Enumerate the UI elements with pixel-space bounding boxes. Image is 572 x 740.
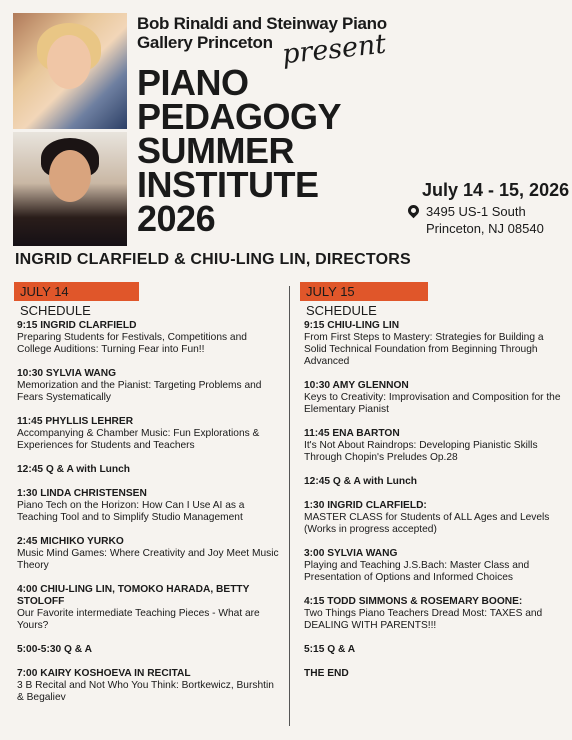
schedule-item-heading: 4:00 CHIU-LING LIN, TOMOKO HARADA, BETTY STOLOFF: [17, 584, 250, 607]
schedule-item-heading: 1:30 INGRID CLARFIELD:: [304, 500, 427, 511]
presenter-line-2: Gallery Princeton: [137, 33, 273, 52]
day1-schedule: [17, 320, 282, 716]
day2-schedule: [304, 320, 562, 692]
schedule-item-description: Keys to Creativity: Improvisation and Composition for the Elementary Pianist: [304, 392, 561, 415]
schedule-item: [17, 320, 282, 356]
schedule-item-heading: 5:00-5:30 Q & A: [17, 644, 92, 655]
photo-chiu-ling-lin: [13, 132, 127, 246]
title-line: PEDAGOGY: [137, 96, 342, 137]
presenter-line-1: Bob Rinaldi and Steinway Piano: [137, 14, 387, 33]
directors-line: INGRID CLARFIELD & CHIU-LING LIN, DIRECTORS: [15, 251, 411, 268]
schedule-item-heading: 9:15 CHIU-LING LIN: [304, 320, 400, 331]
schedule-item: [17, 488, 282, 524]
day2-schedule-label: JULY 15 SCHEDULE: [300, 282, 428, 301]
schedule-item-description: Playing and Teaching J.S.Bach: Master Class and Presentation of Options and Informed Choices: [304, 560, 530, 583]
schedule-item-heading: 10:30 SYLVIA WANG: [17, 368, 117, 379]
schedule-item: [304, 380, 562, 416]
schedule-item-description: Piano Tech on the Horizon: How Can I Use AI as a Teaching Tool and to Simplify Studio Management: [17, 500, 245, 523]
schedule-item: [304, 644, 562, 656]
schedule-item-heading: 9:15 INGRID CLARFIELD: [17, 320, 137, 331]
schedule-item-description: Memorization and the Pianist: Targeting Problems and Fears Systematically: [17, 380, 262, 403]
schedule-item: [304, 548, 562, 584]
schedule-item-description: Accompanying & Chamber Music: Fun Explorations & Experiences for Students and Teachers: [17, 428, 260, 451]
schedule-item-description: MASTER CLASS for Students of ALL Ages and Levels (Works in progress accepted): [304, 512, 550, 535]
photo-ingrid-clarfield: [13, 13, 127, 129]
schedule-item-description: Two Things Piano Teachers Dread Most: TAXES and DEALING WITH PARENTS!!!: [304, 608, 543, 631]
schedule-item-heading: 12:45 Q & A with Lunch: [17, 464, 131, 475]
schedule-item: [304, 320, 562, 368]
location-pin-icon: [406, 203, 422, 219]
schedule-item-heading: 1:30 LINDA CHRISTENSEN: [17, 488, 147, 499]
event-address: [426, 203, 544, 237]
schedule-item-heading: 10:30 AMY GLENNON: [304, 380, 409, 391]
schedule-item-heading: THE END: [304, 668, 349, 679]
schedule-item-description: From First Steps to Mastery: Strategies for Building a Solid Technical Foundation from Beginning Through Advanced: [304, 332, 544, 367]
schedule-item-heading: 7:00 KAIRY KOSHOEVA IN RECITAL: [17, 668, 191, 679]
address-line-1: 3495 US-1 South: [426, 204, 526, 219]
schedule-item: [17, 368, 282, 404]
schedule-item-heading: 5:15 Q & A: [304, 644, 356, 655]
event-dates: July 14 - 15, 2026: [422, 180, 570, 200]
title-line: PIANO: [137, 62, 249, 103]
address-line-2: Princeton, NJ 08540: [426, 221, 544, 236]
schedule-item-description: It's Not About Raindrops: Developing Pianistic Skills Through Chopin's Preludes Op.28: [304, 440, 538, 463]
schedule-item-description: Preparing Students for Festivals, Competitions and College Auditions: Turning Fear into Fun!!: [17, 332, 247, 355]
page-title: [137, 62, 342, 239]
schedule-item: [17, 644, 282, 656]
schedule-item-heading: 11:45 ENA BARTON: [304, 428, 400, 439]
column-divider: [289, 286, 290, 726]
schedule-item: [17, 668, 282, 704]
schedule-item-heading: 11:45 PHYLLIS LEHRER: [17, 416, 134, 427]
schedule-item: [17, 584, 282, 632]
schedule-item: [304, 596, 562, 632]
day1-schedule-label: JULY 14 SCHEDULE: [14, 282, 139, 301]
title-line: SUMMER: [137, 130, 294, 171]
schedule-item-heading: 12:45 Q & A with Lunch: [304, 476, 418, 487]
schedule-item: [304, 476, 562, 488]
schedule-item: [304, 500, 562, 536]
schedule-item: [304, 668, 562, 680]
schedule-item: [17, 536, 282, 572]
schedule-item: [17, 416, 282, 452]
schedule-item-description: 3 B Recital and Not Who You Think: Bortkewicz, Burshtin & Begaliev: [17, 680, 274, 703]
title-line: 2026: [137, 198, 216, 239]
present-script: present: [280, 28, 388, 71]
schedule-item: [304, 428, 562, 464]
title-line: INSTITUTE: [137, 164, 319, 205]
schedule-item-heading: 3:00 SYLVIA WANG: [304, 548, 398, 559]
schedule-item: [17, 464, 282, 476]
schedule-item-description: Music Mind Games: Where Creativity and Joy Meet Music Theory: [17, 548, 279, 571]
schedule-item-description: Our Favorite intermediate Teaching Pieces - What are Yours?: [17, 608, 260, 631]
schedule-item-heading: 2:45 MICHIKO YURKO: [17, 536, 124, 547]
schedule-item-heading: 4:15 TODD SIMMONS & ROSEMARY BOONE:: [304, 596, 523, 607]
